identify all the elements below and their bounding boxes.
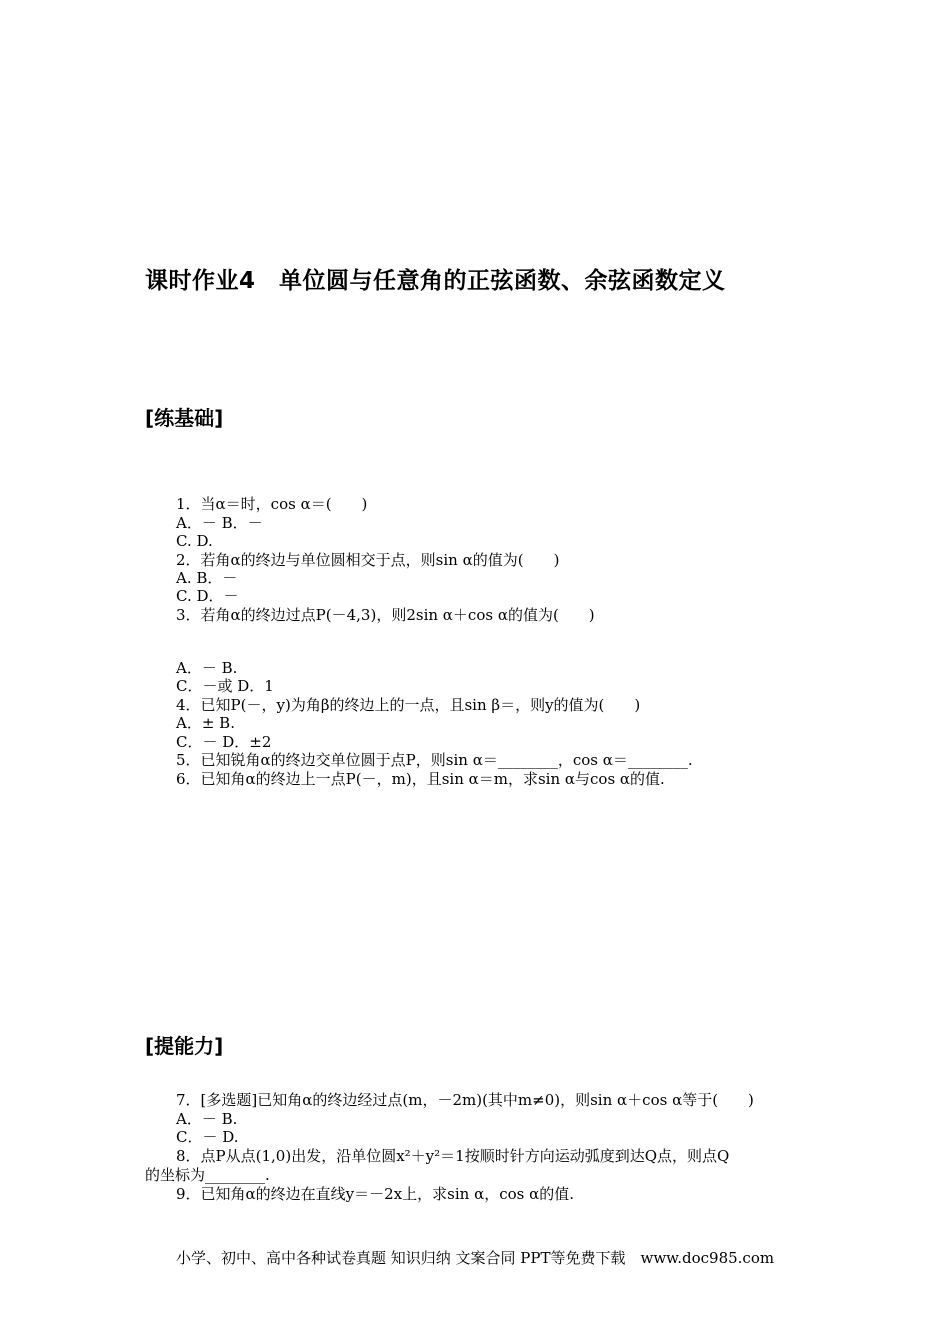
question-8-continued: 的坐标为________.: [145, 1166, 270, 1184]
question-3-options-cd: C．－或 D．1: [176, 677, 274, 695]
question-2-options-cd: C. D．－: [176, 587, 239, 605]
question-3-options-ab: A．－ B.: [176, 659, 238, 677]
question-2-options-ab: A. B．－: [176, 569, 238, 587]
section-heading-basic: [练基础]: [145, 406, 224, 430]
question-2: 2．若角α的终边与单位圆相交于点，则sin α的值为( ): [176, 551, 560, 569]
page-title: 课时作业4 单位圆与任意角的正弦函数、余弦函数定义: [145, 268, 726, 294]
question-9: 9．已知角α的终边在直线y＝－2x上，求sin α，cos α的值.: [176, 1185, 574, 1203]
question-7: 7．[多选题]已知角α的终边经过点(m，－2m)(其中m≠0)，则sin α＋cos α等于( ): [176, 1091, 754, 1109]
question-5: 5．已知锐角α的终边交单位圆于点P，则sin α＝________，cos α＝________.: [176, 751, 693, 769]
question-4-options-cd: C．－ D．±2: [176, 733, 272, 751]
question-7-options-ab: A．－ B.: [176, 1110, 238, 1128]
question-1: 1．当α＝时，cos α＝( ): [176, 495, 368, 513]
page-footer: 小学、初中、高中各种试卷真题 知识归纳 文案合同 PPT等免费下载 www.doc985.com: [176, 1249, 775, 1267]
question-8: 8．点P从点(1,0)出发，沿单位圆x²＋y²＝1按顺时针方向运动弧度到达Q点，则点Q: [176, 1147, 730, 1165]
question-4-options-ab: A．± B.: [176, 714, 235, 732]
section-heading-advanced: [提能力]: [145, 1034, 224, 1058]
question-3: 3．若角α的终边过点P(－4,3)，则2sin α＋cos α的值为( ): [176, 606, 595, 624]
question-4: 4．已知P(－，y)为角β的终边上的一点，且sin β＝，则y的值为( ): [176, 696, 641, 714]
question-6: 6．已知角α的终边上一点P(－，m)，且sin α＝m，求sin α与cos α的值.: [176, 770, 665, 788]
question-1-options-ab: A．－ B．－: [176, 514, 263, 532]
question-7-options-cd: C．－ D.: [176, 1128, 239, 1146]
question-1-options-cd: C. D.: [176, 532, 213, 550]
